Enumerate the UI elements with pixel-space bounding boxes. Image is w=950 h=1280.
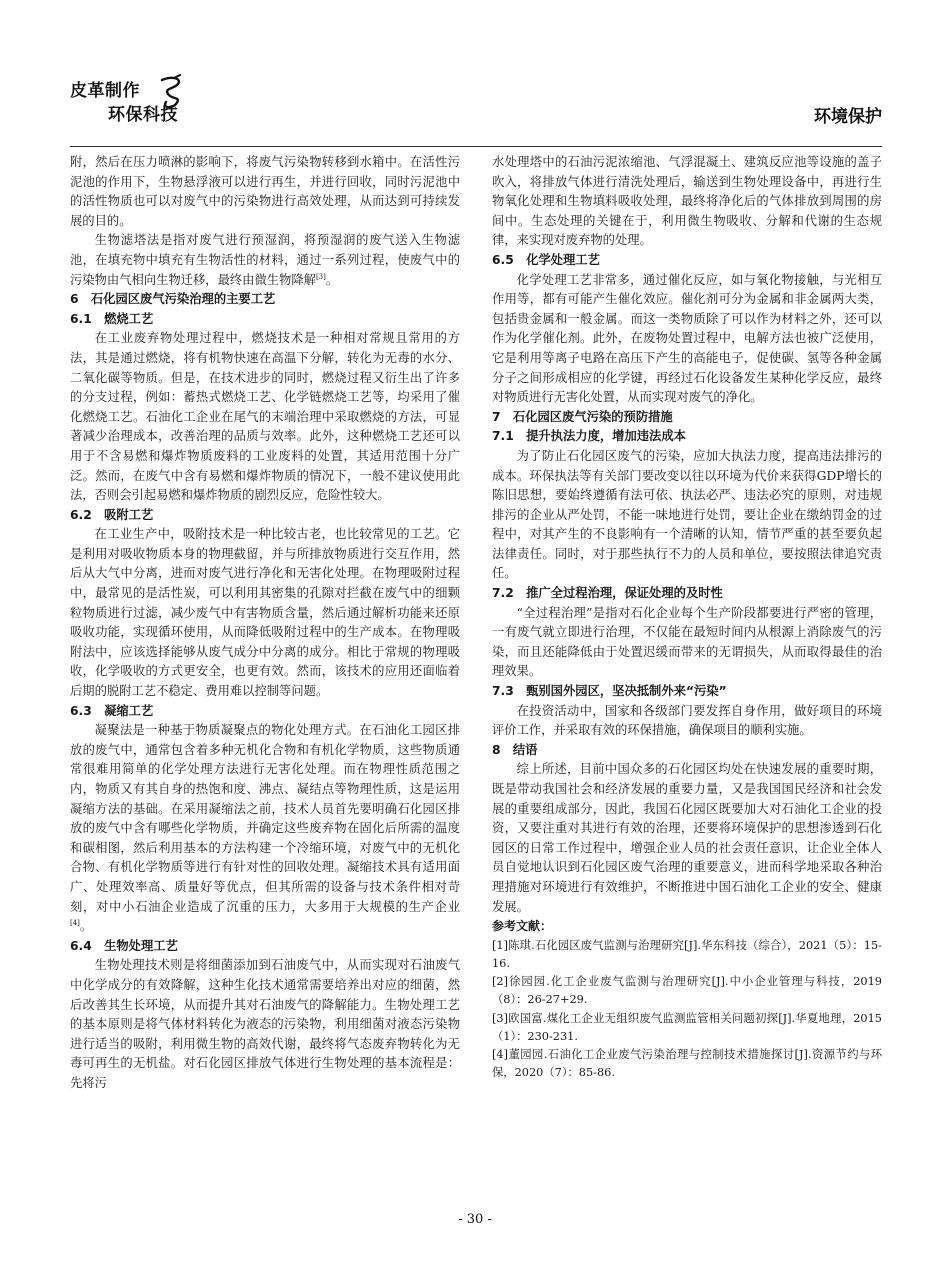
paragraph: 生物处理技术则是将细菌添加到石油废气中，从而实现对石油废气中化学成分的有效降解，这种生化技术通常需要培养出对应的细菌，然后改善其生长环境，从而提升其对石油废气的降解能力。生物处理工艺的基本原则是将气体材料转化为液态的污染物，利用细菌对液态污染物进行适当的吸附，利用微生物的高效代谢，最终将气态废弃物转化为无毒可再生的无机盐。对石化园区排放气体进行生物处理的基本流程是：先将污 [70,958,460,1090]
paragraph: 在投资活动中，国家和各级部门要发挥自身作用，做好项目的环境评价工作，并采取有效的环保措施，确保项目的顺利实施。 [492,703,882,738]
right-column [492,153,882,1082]
logo-text-top: 皮革制作 [70,81,140,101]
page-number: - 30 - [458,1212,492,1227]
subsection-heading: 7.1 提升执法力度，增加违法成本 [492,429,686,444]
paragraph: 化学处理工艺非常多，通过催化反应，如与氧化物接触，与光相互作用等，都有可能产生催化效应。催化剂可分为金属和非金属两大类，包括贵金属和一般金属。而这一类物质除了可以作为材料之外，还可以作为化学催化剂。此外，在废物处置过程中，电解方法也被广泛使用，它是利用等离子电路在高压下产生的高能电子，促使碳、氢等各种金属分子之间形成相应的化学键，再经过石化设备发生某种化学反应，最终对物质进行无害化处置，从而实现对废气的净化。 [492,272,882,405]
reference-item: [2]徐园园.化工企业废气监测与治理研究[J].中小企业管理与科技，2019（8）：26-27+29. [492,975,882,1007]
subsection-heading: 6.3 凝缩工艺 [70,703,154,718]
subsection-heading: 7.3 甄别国外园区，坚决抵制外来“污染” [492,684,727,699]
section-heading: 8 结语 [492,742,538,757]
paragraph: 水处理塔中的石油污泥浓缩池、气浮混凝土、建筑反应池等设施的盖子吹入，将排放气体进行清洗处理后，输送到生物处理设备中，再进行生物氧化处理和生物填料吸收处理，最终将净化后的气体排放到周围的房间中。生态处理的关键在于，利用微生物吸收、分解和代谢的生态规律，来实现对废弃物的处理。 [492,155,882,248]
paragraph: “全过程治理”是指对石化企业每个生产阶段都要进行严密的管理，一有废气就立即进行治理，不仅能在最短时间内从根源上消除废气的污染，而且还能降低由于处置迟缓而带来的无谓损失，从而取得最佳的治理效果。 [492,605,882,679]
left-column [70,153,460,1094]
paragraph: 附，然后在压力喷淋的影响下，将废气污染物转移到水箱中。在活性污泥池的作用下，生物悬浮液可以进行再生，并进行回收，同时污泥池中的活性物质也可以对废气中的污染物进行高效处理，从而达到可持续发展的目的。 [70,155,460,228]
section-label: 环境保护 [814,107,882,127]
subsection-heading: 6.4 生物处理工艺 [70,938,178,953]
subsection-heading: 6.5 化学处理工艺 [492,252,600,267]
header-divider [70,146,882,147]
citation: [4] [70,919,80,928]
page-header [70,72,882,142]
paragraph: 为了防止石化园区废气的污染，应加大执法力度，提高违法排污的成本。环保执法等有关部门要改变以往以环境为代价来获得GDP增长的陈旧思想，要始终遵循有法可依、执法必严、违法必究的原则，对违规排污的企业从严处罚，不能一味地进行处罚，要让企业在缴纳罚金的过程中，对其产生的不良影响有一个清晰的认知，情节严重的甚至要负起法律责任。同时，对于那些执行不力的人员和单位，要按照法律追究责任。 [492,448,882,581]
subsection-heading: 7.2 推广全过程治理，保证处理的及时性 [492,586,723,601]
citation: [3] [315,272,326,281]
paragraph: 在工业生产中，吸附技术是一种比较古老，也比较常见的工艺。它是利用对吸收物质本身的物理截留，并与所排放物质进行交互作用，然后从大气中分离，进而对废气进行净化和无害化处理。在物理吸附过程中，最常见的是活性炭，可以利用其密集的孔隙对拦截在废气中的细颗粒物质进行过滤，减少废气中有害物质含量，然后通过解析功能来还原吸收功能，实现循环使用，从而降低吸附过程中的生产成本。在物理吸附法中，应该选择能够从废气成分中分离的成分。相比于常规的物理吸收，化学吸收的方式更安全，也更有效。然而，该技术的应用还面临着后期的脱附工艺不稳定、费用难以控制等问题。 [70,527,460,699]
paragraph: 在工业废弃物处理过程中，燃烧技术是一种相对常规且常用的方法，其是通过燃烧，将有机物快速在高温下分解，转化为无毒的水分、二氧化碳等物质。但是，在技术进步的同时，燃烧过程又衍生出了许多的分支过程，例如：蓄热式燃烧工艺、化学链燃烧工艺等，均采用了催化燃烧工艺。石油化工企业在尾气的末端治理中采取燃烧的方法，可显著减少治理成本，改善治理的品质与效率。此外，这种燃烧工艺还可以用于不含易燃和爆炸物质废料的工业废料的处置，其适用范围十分广泛。然而，在废气中含有易燃和爆炸物质的情况下，一般不建议使用此法，否则会引起易燃和爆炸物质的剧烈反应，危险性较大。 [70,331,460,503]
references-title: 参考文献： [492,919,553,934]
subsection-heading: 6.2 吸附工艺 [70,507,154,522]
paragraph: 凝聚法是一种基于物质凝聚点的物化处理方式。在石油化工园区排放的废气中，通常包含着多种无机化合物和有机化学物质，这些物质通常很难用简单的化学处理方法进行无害化处理。而在物理性质范围之内，物质又有其自身的热饱和度、沸点、凝结点等物理性质，这是运用凝缩方法的基础。在采用凝缩法之前，技术人员首先要明确石化园区排放的废气中含有哪些化学物质，并确定这些废弃物在固化后所需的温度和碳相图，然后利用基本的方法构建一个冷缩环境，对废气中的无机化合物、有机化学物质等进行有针对性的回收处理。凝缩技术具有适用面广、处理效率高、质量好等优点，但其所需的设备与技术条件相对苛刻，对中小石油企业造成了沉重的压力，大多用于大规模的生产企业[4]。 [70,723,460,934]
paragraph: 生物滤塔法是指对废气进行预湿润，将预湿润的废气送入生物滤池，在填充物中填充有生物活性的材料，通过一系列过程，使废气中的污染物由气相向生物迁移，最终由微生物降解[3]。 [70,233,460,287]
section-heading: 6 石化园区废气污染治理的主要工艺 [70,292,276,307]
logo-text-bottom: 环保科技 [108,105,178,125]
section-heading: 7 石化园区废气污染的预防措施 [492,409,673,424]
subsection-heading: 6.1 燃烧工艺 [70,311,154,326]
journal-logo [70,72,220,132]
reference-item: [4]董园园.石油化工企业废气污染治理与控制技术措施探讨[J].资源节约与环保，2020（7）：85-86. [492,1047,882,1080]
paragraph: 综上所述，目前中国众多的石化园区均处在快速发展的重要时期，既是带动我国社会和经济发展的重要力量，又是我国国民经济和社会发展的重要组成部分，因此，我国石化园区既要加大对石油化工企业的投资，又要注重对其进行有效的治理，还要将环境保护的思想渗透到石化园区的日常工作过程中，增强企业人员的社会责任意识，让企业全体人员自觉地认识到石化园区废气治理的重要意义，进而科学地采取各种治理措施对环境进行有效维护，不断推进中国石油化工企业的安全、健康发展。 [492,762,882,914]
reference-item: [1]陈琪.石化园区废气监测与治理研究[J].华东科技（综合），2021（5）：15-16. [492,938,882,970]
reference-item: [3]欧国富.煤化工企业无组织废气监测监管相关问题初探[J].华夏地理，2015（1）：230-231. [492,1011,882,1043]
